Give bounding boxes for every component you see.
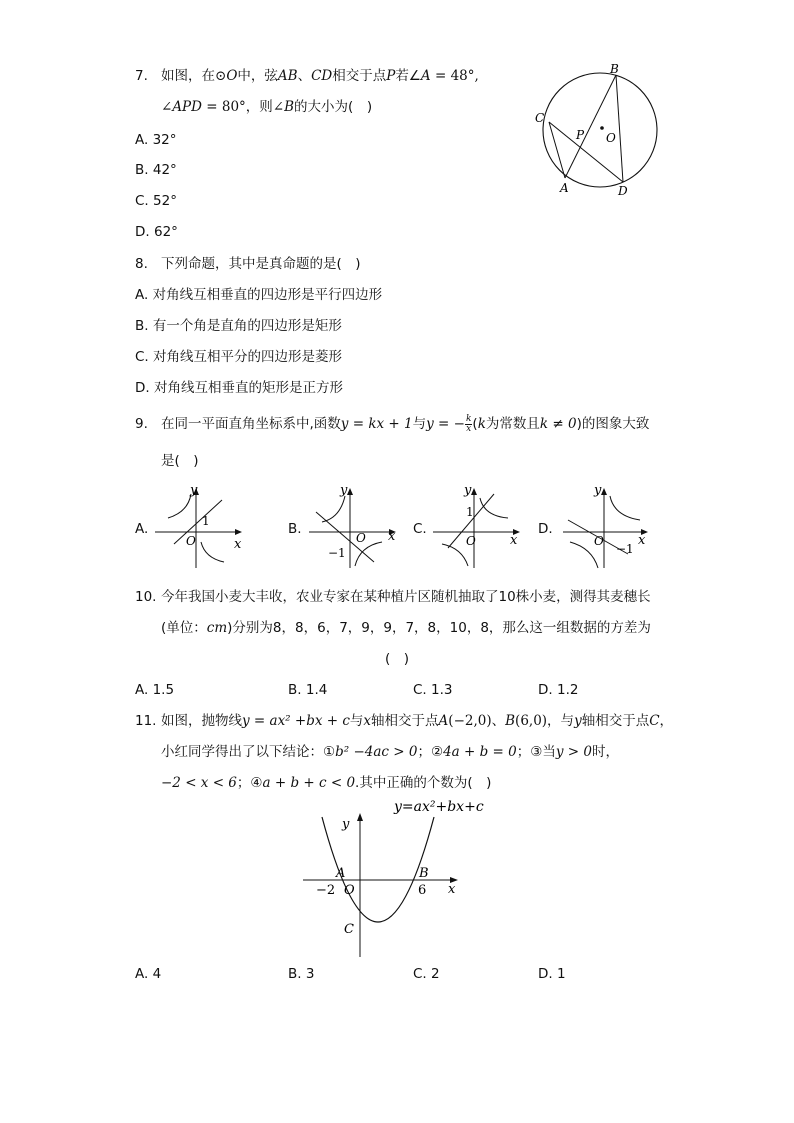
option-label: B.: [288, 966, 302, 982]
intercept-label: −1: [328, 546, 346, 560]
q9-graph-a[interactable]: [150, 482, 250, 570]
q8-stem: [135, 254, 361, 274]
option-label: D.: [538, 966, 553, 982]
option-label: D.: [538, 682, 553, 698]
q11-conclusion-3: y > 0: [555, 744, 592, 760]
q7-stem-line2: [161, 97, 372, 117]
q9-math-k: k: [477, 416, 486, 432]
origin-label: O: [356, 531, 366, 545]
label-b: B: [610, 62, 619, 76]
q9-graph-d[interactable]: [558, 482, 658, 570]
q10-option-a[interactable]: [135, 680, 174, 700]
intercept-label: −1: [616, 542, 634, 556]
q11-option-a[interactable]: [135, 964, 161, 984]
q9-text: (: [472, 416, 478, 432]
q9-option-b-label[interactable]: B.: [288, 521, 302, 537]
q8-option-b[interactable]: [135, 316, 342, 336]
label-c: C: [535, 111, 545, 125]
parabola-equation: y=ax²+bx+c: [394, 799, 484, 815]
q7-math-cd: CD: [311, 68, 333, 84]
q7-text: = 80°，则∠: [201, 99, 285, 115]
q11-text: 时，: [591, 744, 619, 760]
q11-text: ，: [659, 713, 674, 729]
option-label: B.: [135, 162, 149, 178]
chord-bd: [616, 75, 623, 182]
point-b-label: B: [419, 866, 429, 881]
circle-o: [543, 73, 657, 187]
q9-stem-line1: [135, 414, 649, 434]
q11-math-a: A: [438, 713, 449, 729]
q9-text: 与: [412, 416, 427, 432]
q11-text: ；④: [236, 775, 263, 791]
axis-y-label: y: [342, 817, 350, 832]
q9-graph-c[interactable]: [428, 482, 528, 570]
q11-text: ；③当: [516, 744, 556, 760]
option-text: 42°: [152, 162, 177, 178]
option-text: 1.4: [305, 682, 328, 698]
q7-math-b: B: [284, 99, 295, 115]
q11-stem-line1: [135, 711, 673, 731]
option-label: A.: [135, 132, 149, 148]
q11-text: .其中正确的个数为( ): [355, 775, 492, 791]
q7-text: 的大小为( ): [294, 99, 373, 115]
origin-label: O: [594, 534, 604, 548]
q7-math-p: P: [386, 68, 396, 84]
option-text: 4: [152, 966, 162, 982]
q7-stem-line1: [135, 66, 479, 86]
q11-range: −2 < x < 6: [161, 775, 237, 791]
frac-numerator: k: [465, 413, 472, 424]
q7-math-apd: APD: [172, 99, 202, 115]
option-label: B.: [288, 682, 302, 698]
q7-text: 、: [297, 68, 312, 84]
q9-option-c-label[interactable]: C.: [413, 521, 427, 537]
q7-circle-figure: [528, 60, 668, 200]
tick-neg2: −2: [316, 883, 336, 898]
q9-option-a-label[interactable]: A.: [135, 521, 149, 537]
q11-stem-line2: [161, 742, 619, 762]
option-text: 对角线互相平分的四边形是菱形: [153, 349, 343, 365]
q11-text: 轴相交于点: [371, 713, 439, 729]
q8-option-c[interactable]: [135, 347, 342, 367]
axis-y-label: y: [464, 483, 472, 498]
q10-option-c[interactable]: [413, 680, 453, 700]
q9-text: )的图象大致: [576, 416, 650, 432]
circle-symbol: ⊙: [215, 68, 227, 84]
q10-stem-line2: [161, 618, 651, 638]
q11-conclusion-4: a + b + c < 0: [262, 775, 356, 791]
option-text: 1.3: [431, 682, 453, 698]
frac-denominator: x: [466, 423, 472, 434]
axis-x-label: x: [448, 882, 456, 897]
q11-equation: y = ax² +bx + c: [242, 713, 350, 729]
q11-math-c: C: [649, 713, 660, 729]
option-text: 3: [305, 966, 315, 982]
q7-option-b[interactable]: [135, 160, 177, 180]
option-text: 1: [556, 966, 566, 982]
point-a-label: A: [336, 866, 346, 881]
option-text: 对角线互相垂直的四边形是平行四边形: [152, 287, 383, 303]
label-o: O: [606, 131, 616, 145]
axis-x-label: x: [510, 533, 518, 548]
label-d: D: [618, 184, 628, 198]
q7-text: 中，弦: [237, 68, 278, 84]
option-label: C.: [135, 349, 149, 365]
q7-math-o: O: [226, 68, 238, 84]
q11-conclusion-2: 4a + b = 0: [443, 744, 517, 760]
q9-func-inverse: y = −: [426, 416, 465, 432]
option-label: C.: [413, 966, 427, 982]
q7-math-ab: AB: [277, 68, 298, 84]
label-a: A: [560, 181, 569, 195]
option-text: 32°: [152, 132, 177, 148]
q11-coord-a: (−2,0)、: [448, 713, 506, 729]
chord-ca: [549, 122, 565, 178]
center-point: [600, 126, 604, 130]
q11-text: ；②: [417, 744, 444, 760]
q10-stem-line3: ( ): [385, 651, 410, 667]
q8-number: 8.: [135, 256, 148, 272]
q11-math-y: y: [574, 713, 582, 729]
option-text: 对角线互相垂直的矩形是正方形: [153, 380, 343, 396]
q9-option-d-label[interactable]: D.: [538, 521, 553, 537]
q7-math-value: = 48°,: [430, 68, 479, 84]
q8-option-d[interactable]: [135, 378, 343, 398]
q11-text: 小红同学得出了以下结论：①: [161, 744, 336, 760]
option-text: 有一个角是直角的四边形是矩形: [152, 318, 342, 334]
q11-math-x: x: [363, 713, 372, 729]
q8-text: 下列命题，其中是真命题的是( ): [161, 256, 361, 272]
q7-option-d[interactable]: [135, 222, 178, 242]
axis-y-label: y: [190, 483, 198, 498]
q11-coord-b: (6,0)，与: [515, 713, 575, 729]
option-text: 2: [431, 966, 440, 982]
q11-conclusion-1: b² −4ac > 0: [335, 744, 418, 760]
q8-option-a[interactable]: [135, 285, 382, 305]
q7-text: ∠: [161, 99, 173, 115]
q7-text: 如图，在: [161, 68, 215, 84]
q7-math-a: A: [420, 68, 431, 84]
q9-text: 为常数且: [485, 416, 540, 432]
axis-y-label: y: [594, 483, 602, 498]
q11-stem-line3: [161, 773, 491, 793]
q11-text: 如图，抛物线: [161, 713, 242, 729]
option-label: A.: [135, 287, 149, 303]
intercept-label: 1: [466, 505, 474, 519]
q11-math-b: B: [505, 713, 516, 729]
point-c-label: C: [344, 922, 354, 937]
tick-6: 6: [418, 883, 427, 898]
q9-math-k-cond: k ≠ 0: [539, 416, 577, 432]
option-text: 1.5: [152, 682, 175, 698]
q9-stem-line2: 是( ): [161, 453, 199, 469]
q10-stem-line1: [135, 587, 651, 607]
chord-ab: [565, 75, 616, 178]
q11-text: 轴相交于点: [581, 713, 650, 729]
q11-number: 11.: [135, 713, 157, 729]
q9-graph-b[interactable]: [304, 482, 404, 570]
origin-label: O: [186, 534, 196, 548]
q11-option-c[interactable]: [413, 964, 440, 984]
q7-text: 相交于点: [332, 68, 387, 84]
q9-text: 在同一平面直角坐标系中,函数: [161, 416, 341, 432]
q10-option-d[interactable]: [538, 680, 578, 700]
q10-number: 10.: [135, 589, 157, 605]
option-label: C.: [413, 682, 427, 698]
q10-option-b[interactable]: [288, 680, 327, 700]
option-text: 62°: [153, 224, 178, 240]
q7-text: 若∠: [395, 68, 421, 84]
axis-x-label: x: [234, 537, 242, 552]
q9-number: 9.: [135, 416, 148, 432]
q10-unit: cm: [206, 620, 228, 636]
origin-label: O: [466, 534, 476, 548]
q9-func-linear: y = kx + 1: [340, 416, 413, 432]
option-label: B.: [135, 318, 149, 334]
axis-y-label: y: [340, 483, 348, 498]
q7-option-a[interactable]: [135, 130, 177, 150]
label-p: P: [576, 128, 585, 142]
axis-x-label: x: [388, 529, 396, 544]
axis-x-label: x: [638, 533, 646, 548]
q11-option-b[interactable]: [288, 964, 314, 984]
q11-parabola-figure: [298, 797, 498, 962]
option-label: A.: [135, 682, 149, 698]
origin-label: O: [344, 883, 355, 898]
option-label: D.: [135, 224, 150, 240]
q10-text: (单位：: [161, 620, 207, 636]
option-text: 52°: [153, 193, 177, 209]
q7-number: 7.: [135, 68, 148, 84]
q7-option-c[interactable]: [135, 191, 177, 211]
q10-text: )分别为8，8，6，7，9，9，7，8，10，8，那么这一组数据的方差为: [227, 620, 651, 636]
option-label: C.: [135, 193, 149, 209]
intercept-label: 1: [202, 514, 210, 528]
option-label: A.: [135, 966, 149, 982]
q11-option-d[interactable]: [538, 964, 566, 984]
option-text: 1.2: [556, 682, 579, 698]
option-label: D.: [135, 380, 150, 396]
q10-text: 今年我国小麦大丰收，农业专家在某种植片区随机抽取了10株小麦，测得其麦穗长: [161, 589, 651, 605]
q11-text: 与: [349, 713, 364, 729]
